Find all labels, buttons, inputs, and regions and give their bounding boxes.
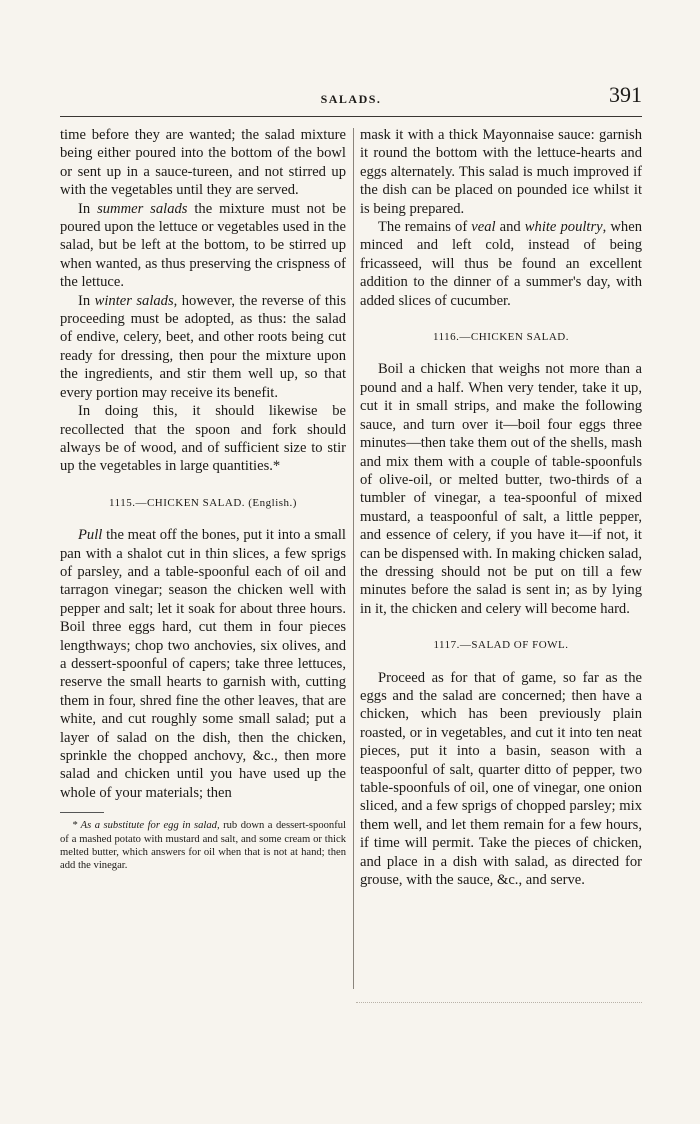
- italic-text: veal: [471, 219, 496, 236]
- text: and: [495, 219, 525, 236]
- header-rule: [60, 116, 642, 117]
- italic-text: Pull: [78, 527, 103, 544]
- section-title-1117: 1117.—SALAD OF FOWL.: [433, 639, 569, 652]
- italic-text: winter salads: [94, 292, 174, 309]
- paragraph: Proceed as for that of game, so far as the eggs and the salad are concerned; then have a chicken, which has been previously plain roasted, or in vegetables, and cut it into ten neat pieces, put it into a basin, season with a teaspoonful of salt, quarter ditto of pepper, two table-spoonfuls of oil, one of vinegar, one onion sliced, and a few sprigs of chopped parsley; mix them well, and let them remain for a few hours, if time will permit. Take the pieces of chicken, and place in a dish with salad, as directed for grouse, with the sauce, &c., and serve.: [360, 669, 642, 889]
- text: , when minced and left cold, instead of being fricasseed, will thus be found an excellent addition to the dinner of a summer's day, with added slices of cucumber.: [360, 219, 642, 309]
- paragraph: time before they are wanted; the salad mixture being either poured into the bottom of the bowl or sent up in a sauce-tureen, and not stirred up with the vegetables until they are served.: [60, 127, 346, 199]
- text: rub down a dessert-spoonful of a mashed potato with mustard and salt, and some cream or thick melted butter, which answers for oil when that is not at hand; then add the vinegar.: [60, 820, 346, 872]
- right-column: [360, 126, 642, 994]
- section-title-1116: 1116.—CHICKEN SALAD.: [433, 331, 569, 344]
- text: the meat off the bones, put it into a small pan with a shalot cut in thin slices, a few sprigs of parsley, and a table-spoonful each of oil and tarragon vinegar; season the chicken well with pepper and salt; let it soak for about three hours. Boil three eggs hard, cut them in four pieces lengthways; chop two anchovies, six olives, and a dessert-spoonful of capers; take three lettuces, reserve the small hearts to garnish with, cutting them in four, shred fine the other leaves, that are white, and cut roughly some small salad; put a layer of salad on the dish, then the chicken, sprinkle the chopped anchovy, &c., then more salad and chicken until you have used up the whole of your materials; then: [60, 527, 346, 801]
- running-head: SALADS.: [320, 92, 382, 106]
- paragraph: [60, 292, 346, 402]
- text: The remains of: [378, 219, 472, 236]
- text: In: [78, 292, 95, 309]
- section-title-1115: 1115.—CHICKEN SALAD. (English.): [109, 496, 297, 509]
- paragraph: [60, 200, 346, 292]
- text: the mixture must not be poured upon the lettuce or vegetables used in the salad, but be left at the bottom, to be stirred up when wanted, as thus preserving the crispness of the lettuce.: [60, 200, 346, 291]
- paragraph: In doing this, it should likewise be recollected that the spoon and fork should always be of wood, and of sufficient size to stir up the vegetables in large quantities.*: [60, 403, 346, 475]
- italic-text: white poultry: [524, 219, 603, 236]
- text: , however, the reverse of this proceeding must be adopted, as thus: the salad of endive, celery, beet, and other roots being cut ready for dressing, then pour the mixture upon the ingredients, and stir them well up, so that every portion may receive its benefit.: [60, 292, 347, 401]
- paragraph: mask it with a thick Mayonnaise sauce: garnish it round the bottom with the lettuce-hearts and eggs alternately. This salad is much improved if the dish can be placed on pounded ice whilst it is being prepared.: [360, 127, 642, 217]
- text: In: [78, 200, 98, 217]
- paragraph: [360, 218, 642, 310]
- page-header: [60, 82, 642, 112]
- paragraph: [60, 526, 346, 802]
- paragraph: Boil a chicken that weighs not more than a pound and a half. When very tender, take it up, cut it in small strips, and make the following sauce, and turn over it—boil four eggs three minutes—then take them out of the shells, mash and mix them with a couple of table-spoonfuls of olive-oil, or melted butter, two-thirds of a tumbler of vinegar, a tea-spoonful of mixed mustard, a teaspoonful of salt, a little pepper, and essence of celery, if you have it—if not, it can be dispensed with. In making chicken salad, the dressing should not be put on till a few minutes before the salad is sent in; as by lying in it, the chicken and celery will become hard.: [360, 361, 642, 617]
- footnote-rule: [60, 812, 104, 813]
- bottom-rule: [356, 1002, 642, 1003]
- left-column: [60, 126, 346, 994]
- italic-text: summer salads: [97, 200, 188, 217]
- footnote: [60, 819, 346, 873]
- page-number: 391: [609, 82, 642, 107]
- column-divider: [353, 128, 354, 989]
- italic-text: * As a substitute for egg in salad,: [72, 820, 220, 832]
